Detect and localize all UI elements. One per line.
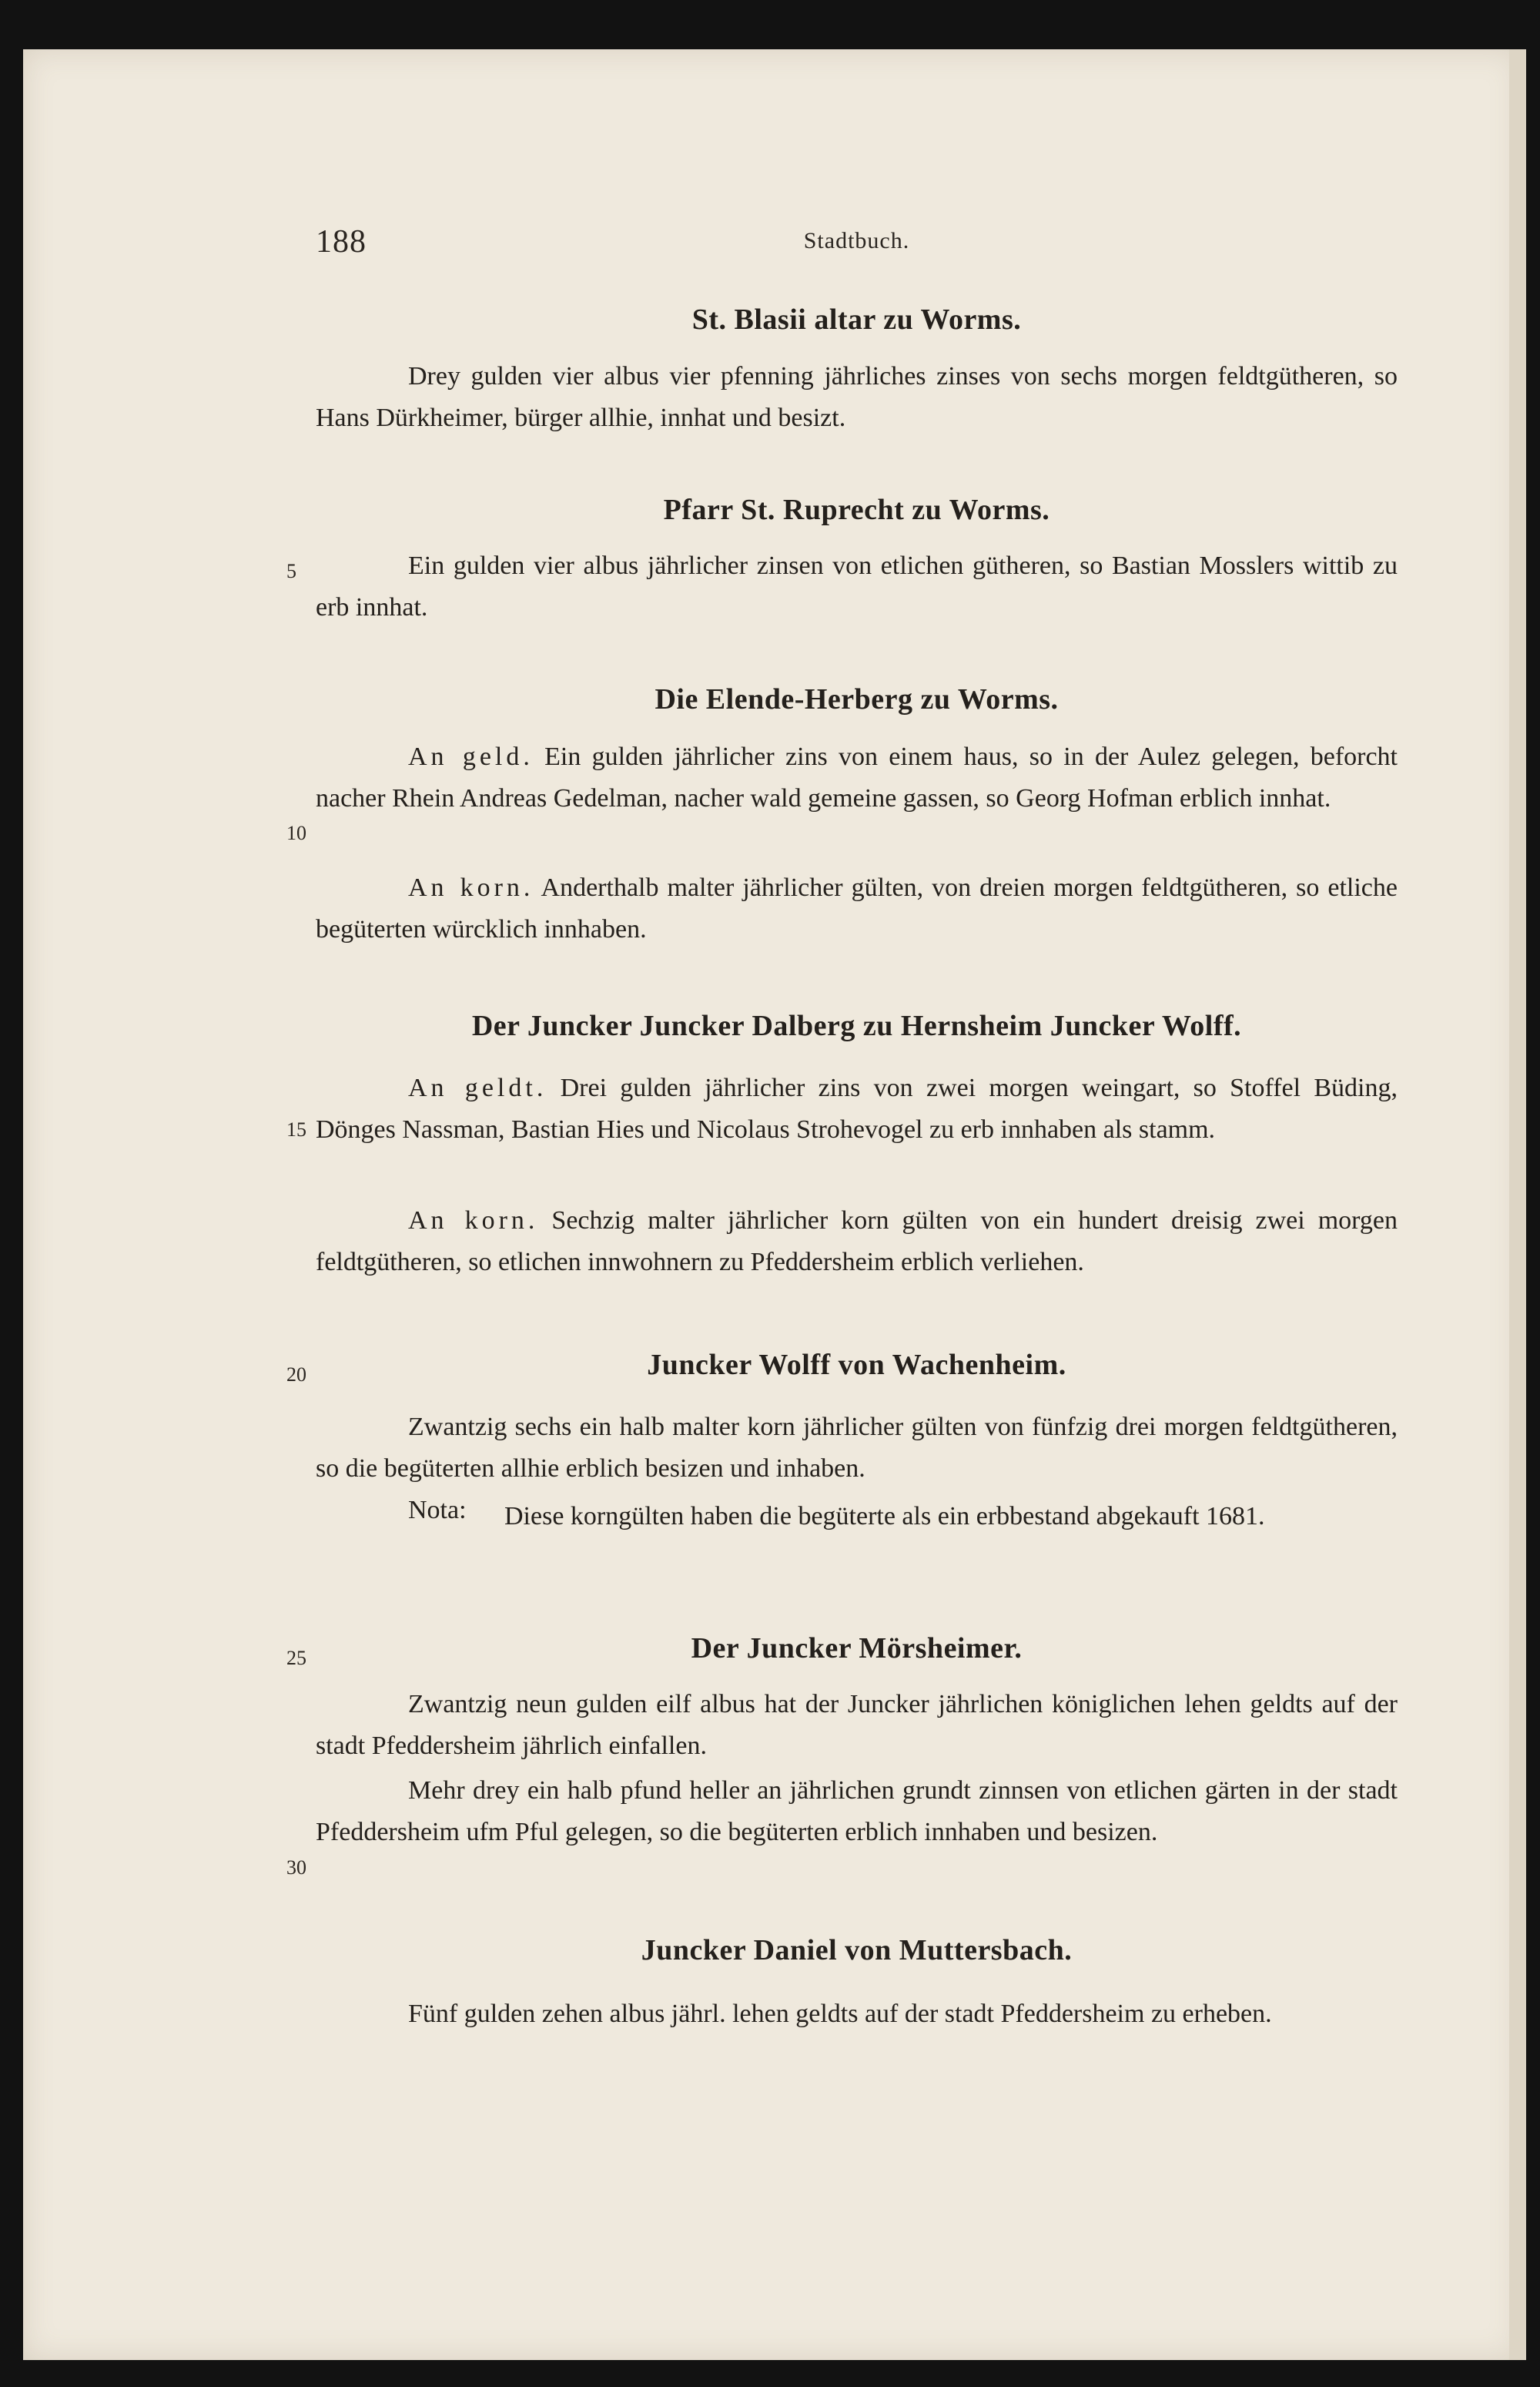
section-title: Pfarr St. Ruprecht zu Worms. xyxy=(663,494,1050,526)
paragraph-text: Anderthalb malter jährlicher gülten, von dreien morgen feldtgütheren, so etliche begüterten würcklich innhaben. xyxy=(316,873,1398,944)
line-number: 10 xyxy=(286,822,306,844)
nota-label: Nota: xyxy=(408,1496,467,1524)
running-head: Stadtbuch. xyxy=(803,228,910,253)
paragraph-text: Ein gulden jährlicher zins von einem haus, so in der Aulez gelegen, beforcht nacher Rhein Andreas Gedelman, nacher wald gemeine gassen, so Georg Hofman erblich innhat. xyxy=(316,743,1398,813)
page-number: 188 xyxy=(316,224,367,260)
paragraph-lead: An geldt. xyxy=(408,1074,547,1102)
section-title: Juncker Daniel von Muttersbach. xyxy=(641,1934,1073,1966)
section-title: Die Elende-Herberg zu Worms. xyxy=(654,683,1059,716)
line-number: 30 xyxy=(286,1856,306,1879)
paragraph xyxy=(316,1200,1398,1283)
section-title: Der Juncker Juncker Dalberg zu Hernsheim Juncker Wolff. xyxy=(471,1010,1242,1042)
paragraph xyxy=(316,1068,1398,1151)
page-edge xyxy=(1509,49,1526,2360)
paragraph: Zwantzig neun gulden eilf albus hat der Juncker jährlichen königlichen lehen geldts auf der stadt Pfeddersheim jährlich einfallen. xyxy=(316,1690,1398,1760)
paragraph: Zwantzig sechs ein halb malter korn jährlicher gülten von fünfzig drei morgen feldtgütheren, so die begüterten allhie erblich besizen und inhaben. xyxy=(316,1413,1398,1483)
line-number: 25 xyxy=(286,1647,306,1669)
nota xyxy=(316,1496,1398,1581)
section-title: Der Juncker Mörsheimer. xyxy=(691,1632,1023,1665)
section-title: St. Blasii altar zu Worms. xyxy=(691,303,1022,336)
paragraph-lead: An geld. xyxy=(408,743,534,771)
line-number: 15 xyxy=(286,1118,306,1141)
paragraph-lead: An korn. xyxy=(408,873,534,902)
paragraph xyxy=(316,736,1398,820)
nota-text: Diese korngülten haben die begüterte als ein erbbestand abgekauft 1681. xyxy=(504,1502,1265,1530)
paragraph: Fünf gulden zehen albus jährl. lehen geldts auf der stadt Pfeddersheim zu erheben. xyxy=(408,2000,1272,2028)
line-number: 5 xyxy=(286,560,296,582)
paragraph-text: Sechzig malter jährlicher korn gülten von ein hundert dreisig zwei morgen feldtgütheren, so etlichen innwohnern zu Pfeddersheim erblich verliehen. xyxy=(316,1206,1398,1276)
paragraph: Ein gulden vier albus jährlicher zinsen von etlichen gütheren, so Bastian Mosslers wittib zu erb innhat. xyxy=(316,551,1398,622)
paragraph-text: Drei gulden jährlicher zins von zwei morgen weingart, so Stoffel Büding, Dönges Nassman, Bastian Hies und Nicolaus Strohevogel zu erb innhaben als stamm. xyxy=(316,1074,1398,1144)
section-title: Juncker Wolff von Wachenheim. xyxy=(647,1349,1066,1381)
paragraph-lead: An korn. xyxy=(408,1206,539,1235)
line-number: 20 xyxy=(286,1363,306,1386)
paragraph: Mehr drey ein halb pfund heller an jährlichen grundt zinnsen von etlichen gärten in der stadt Pfeddersheim ufm Pful gelegen, so die begüterten erblich innhaben und besizen. xyxy=(316,1776,1398,1846)
page-body xyxy=(316,0,1398,2387)
paragraph xyxy=(316,867,1398,950)
paragraph: Drey gulden vier albus vier pfenning jährliches zinses von sechs morgen feldtgütheren, so Hans Dürkheimer, bürger allhie, innhat und besizt. xyxy=(316,362,1398,432)
